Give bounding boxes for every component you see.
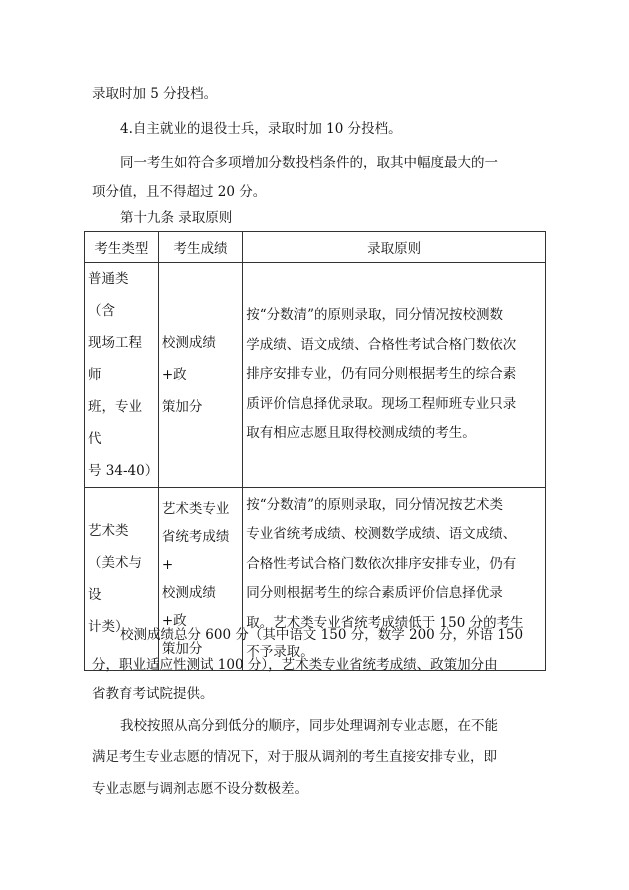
cell-line: 学成绩、语文成绩、合格性考试合格门数依次 xyxy=(246,336,517,353)
paragraph-line: 我校按照从高分到低分的顺序，同步处理调剂专业志愿，在不能 xyxy=(120,718,498,734)
cell-candidate-score xyxy=(158,263,242,488)
header-candidate-type: 考生类型 xyxy=(85,232,159,263)
cell-line: 专业省统考成绩、校测数学成绩、语文成绩、 xyxy=(246,526,517,542)
cell-line: 按“分数清”的原则录取，同分情况按校测数 xyxy=(246,307,504,324)
paragraph-line: 项分值，且不得超过 20 分。 xyxy=(92,184,267,200)
cell-line: 普通类（含 xyxy=(88,271,129,319)
cell-line: 省统考成绩+ xyxy=(161,529,230,573)
cell-line: 取有相应志愿且取得校测成绩的考生。 xyxy=(246,425,476,442)
section-heading: 第十九条 录取原则 xyxy=(120,210,233,226)
paragraph-line: 校测成绩总分 600 分（其中语文 150 分，数学 200 分，外语 150 xyxy=(120,627,524,643)
paragraph-line: 同一考生如符合多项增加分数投档条件的，取其中幅度最大的一 xyxy=(120,155,498,171)
cell-line: 现场工程师 xyxy=(88,335,142,383)
paragraph-line: 分，职业适应性测试 100 分），艺术类专业省统考成绩、政策加分由 xyxy=(92,657,498,673)
paragraph-line: 录取时加 5 分投档。 xyxy=(92,86,218,102)
cell-line: 艺术类 xyxy=(88,523,129,539)
table-header-row xyxy=(85,232,546,263)
cell-line: 策加分 xyxy=(161,399,203,415)
cell-admission-principle xyxy=(243,263,546,488)
paragraph-line: 专业志愿与调剂志愿不设分数极差。 xyxy=(92,781,308,797)
cell-line: 校测成绩+政 xyxy=(161,585,216,629)
cell-line: 策加分 xyxy=(161,641,203,657)
paragraph-line: 满足考生专业志愿的情况下，对于服从调剂的考生直接安排专业，即 xyxy=(92,749,497,765)
cell-line: 排序安排专业，仍有同分则根据考生的综合素 xyxy=(246,366,517,383)
cell-line: 计类） xyxy=(88,619,129,635)
paragraph-line: 省教育考试院提供。 xyxy=(92,686,214,702)
cell-line: 取。艺术类专业省统考成绩低于 150 分的考生 xyxy=(246,614,524,631)
cell-line: （美术与设 xyxy=(88,555,142,603)
cell-line: 按“分数清”的原则录取，同分情况按艺术类 xyxy=(246,496,504,513)
table-row xyxy=(85,263,546,488)
cell-line: 校测成绩+政 xyxy=(161,335,216,383)
header-admission-principle: 录取原则 xyxy=(243,232,546,263)
paragraph-line: 4.自主就业的退役士兵，录取时加 10 分投档。 xyxy=(120,121,402,137)
cell-line: 合格性考试合格门数依次排序安排专业，仍有 xyxy=(246,555,517,572)
cell-line: 艺术类专业 xyxy=(161,501,230,517)
header-candidate-score: 考生成绩 xyxy=(158,232,242,263)
cell-candidate-type xyxy=(85,263,159,488)
cell-line: 班，专业代 xyxy=(88,399,142,447)
cell-line: 质评价信息择优录取。现场工程师班专业只录 xyxy=(246,395,517,412)
cell-line: 同分则根据考生的综合素质评价信息择优录 xyxy=(246,585,503,601)
cell-line: 号 34-40） xyxy=(88,463,159,479)
cell-line: 不予录取。 xyxy=(246,644,314,660)
admission-rules-table xyxy=(84,231,546,671)
